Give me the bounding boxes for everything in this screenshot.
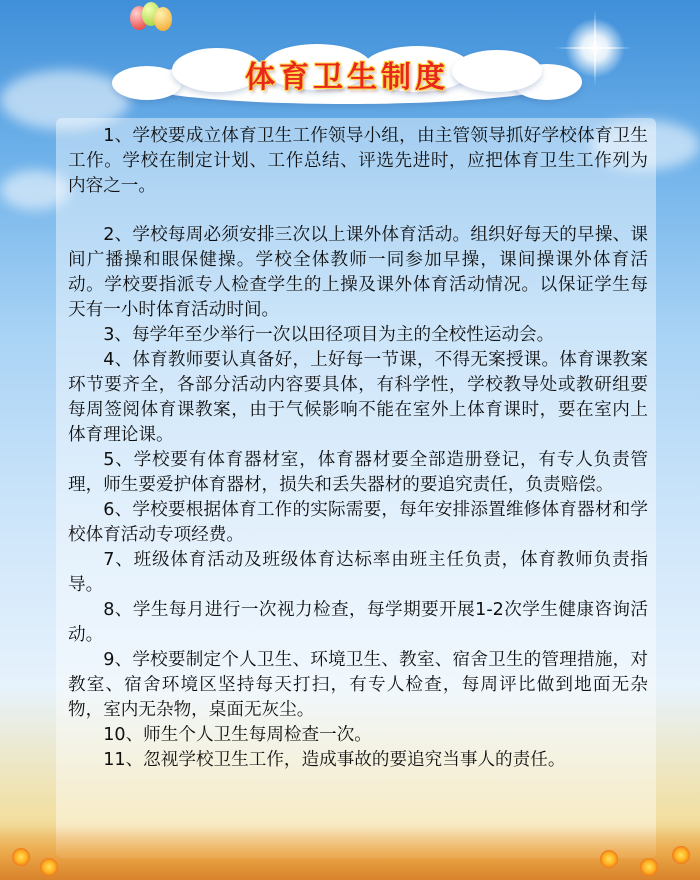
ground-decoration (0, 826, 700, 880)
title-banner (112, 44, 582, 114)
flower-icon (12, 848, 30, 866)
regulation-item-11: 11、忽视学校卫生工作，造成事故的要追究当事人的责任。 (103, 750, 566, 770)
page-title: 体育卫生制度 (245, 60, 449, 95)
regulation-item-2: 2、学校每周必须安排三次以上课外体育活动。组织好每天的早操、课间广播操和眼保健操。学校全体教师一同参加早操，课间操课外体育活动。学校要指派专人检查学生的上操及课外体育活动情况。以保证学生每天有一小时体育活动时间。 (68, 225, 648, 320)
flower-icon (640, 858, 658, 876)
regulation-item-10: 10、师生个人卫生每周检查一次。 (103, 725, 372, 745)
balloons-icon (128, 2, 178, 48)
regulation-item-8: 8、学生每月进行一次视力检查，每学期要开展1-2次学生健康咨询活动。 (68, 600, 648, 645)
regulation-item-3: 3、每学年至少举行一次以田径项目为主的全校性运动会。 (103, 325, 555, 345)
flower-icon (40, 858, 58, 876)
regulation-item-7: 7、班级体育活动及班级体育达标率由班主任负责，体育教师负责指导。 (68, 550, 648, 595)
flower-icon (600, 850, 618, 868)
regulation-item-1: 1、学校要成立体育卫生工作领导小组，由主管领导抓好学校体育卫生工作。学校在制定计划、工作总结、评选先进时，应把体育卫生工作列为内容之一。 (68, 126, 648, 196)
regulation-text (68, 124, 648, 773)
flower-icon (672, 846, 690, 864)
regulation-item-5: 5、学校要有体育器材室，体育器材要全部造册登记，有专人负责管理，师生要爱护体育器材，损失和丢失器材的要追究责任，负责赔偿。 (68, 450, 648, 495)
regulation-item-6: 6、学校要根据体育工作的实际需要，每年安排添置维修体育器材和学校体育活动专项经费。 (68, 500, 648, 545)
regulation-item-9: 9、学校要制定个人卫生、环境卫生、教室、宿舍卫生的管理措施，对教室、宿舍环境区坚持每天打扫，有专人检查，每周评比做到地面无杂物，室内无杂物，桌面无灰尘。 (68, 650, 648, 720)
regulation-item-4: 4、体育教师要认真备好，上好每一节课，不得无案授课。体育课教案环节要齐全，各部分活动内容要具体，有科学性，学校教导处或教研组要每周签阅体育课教案，由于气候影响不能在室外上体育课时，要在室内上体育理论课。 (68, 350, 648, 445)
